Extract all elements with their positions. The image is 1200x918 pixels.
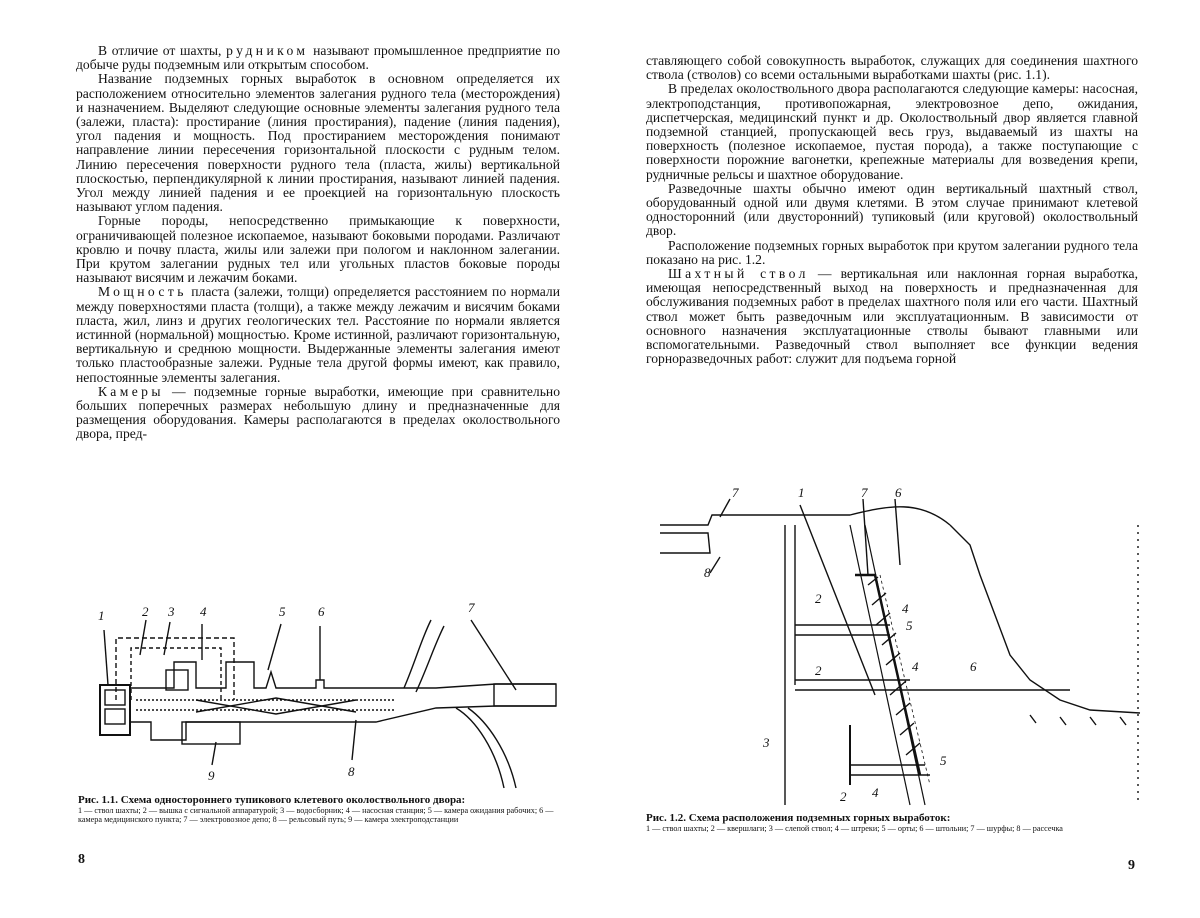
fig1-label-5: 5 xyxy=(279,604,286,619)
fig2-label-7: 7 xyxy=(732,485,739,500)
right-paragraph: ставляющего собой совокупность выработок, служащих для соединения шахтного ствола (стволов) со всеми остальными выработками шахты (рис. 1.1). xyxy=(646,54,1138,82)
left-paragraph: Камеры — подземные горные выработки, имеющие при сравнительно больших поперечных размерах небольшую длину и предназначенные для размещения оборудования. Камеры располагаются в пределах околоствольного двора, пред- xyxy=(76,385,560,442)
figure-1-1 xyxy=(76,600,566,790)
fig2-label-4: 4 xyxy=(902,601,909,616)
fig2-label-6: 6 xyxy=(895,485,902,500)
right-paragraph: В пределах околоствольного двора располагаются следующие камеры: насосная, электроподстанция, противопожарная, электровозное депо, ожидания, диспетчерская, медицинский пункт и др. Околоствольный двор является главной подземной станцией, пропускающей весь груз, выдаваемый из шахты на поверхность (полезное ископаемое, пустая порода), а также поступающие с поверхности порожние вагонетки, крепежные материалы для возведения крепи, рудничные рельсы и шахтное оборудование. xyxy=(646,82,1138,181)
fig2-label-5: 5 xyxy=(906,618,913,633)
left-paragraph: Название подземных горных выработок в основном определяется их расположением относительно элементов залегания рудного тела (месторождения) и назначением. Выделяют следующие основные элементы залегания рудного тела (залежи, пласта): простирание (линия простирания), падение (линия падения), угол падения и мощность. Под простиранием месторождения понимают направление линии пересечения горизонтальной плоскости с рудным телом. Линию пересечения поверхности рудного тела (пласта, жилы) вертикальной плоскостью, перпендикулярной к линии простирания, называют линией падения. Угол между линией падения и ее проекцией на горизонтальную плоскость называют углом падения. xyxy=(76,72,560,214)
fig1-label-1: 1 xyxy=(98,608,105,623)
fig2-label-7b: 7 xyxy=(861,485,868,500)
right-page xyxy=(600,0,1200,918)
right-text-column xyxy=(646,54,1138,366)
fig2-label-2: 2 xyxy=(815,591,822,606)
caption-title: Рис. 1.2. Схема расположения подземных горных выработок: xyxy=(646,812,1146,824)
fig2-label-4c: 4 xyxy=(872,785,879,800)
caption-title: Рис. 1.1. Схема одностороннего тупикового клетевого околоствольного двора: xyxy=(78,794,562,806)
left-paragraph: Горные породы, непосредственно примыкающие к поверхности, ограничивающей полезное ископаемое, называют боковыми породами. Различают кровлю и почву пласта, жилы или залежи при пологом и наклонном залегании. При крутом залегании рудных тел или угольных пластов боковые породы называют висячим и лежачим боками. xyxy=(76,214,560,285)
fig1-label-6: 6 xyxy=(318,604,325,619)
page-number: 8 xyxy=(78,852,85,868)
fig1-label-7: 7 xyxy=(468,600,475,615)
fig1-label-9: 9 xyxy=(208,768,215,783)
fig1-label-2: 2 xyxy=(142,604,149,619)
fig2-label-2c: 2 xyxy=(840,789,847,804)
right-paragraph: Шахтный ствол — вертикальная или наклонная горная выработка, имеющая непосредственный выход на поверхность и предназначенная для обслуживания подземных работ в пределах шахтного поля или его части. Шахтный ствол может быть разведочным или эксплуатационным. В зависимости от основного назначения эксплуатационные стволы бывают главными или вспомогательными. Разведочный ствол выполняет все функции ведения горноразведочных работ: служит для подъема горной xyxy=(646,267,1138,366)
page-number: 9 xyxy=(1128,858,1135,874)
fig2-label-4b: 4 xyxy=(912,659,919,674)
fig2-label-5b: 5 xyxy=(940,753,947,768)
right-paragraph: Расположение подземных горных выработок при крутом залегании рудного тела показано на рис. 1.2. xyxy=(646,239,1138,267)
left-paragraph: Мощность пласта (залежи, толщи) определяется расстоянием по нормали между поверхностями пласта (толщи), а также между лежачим и висячим боками пласта, жил, линз и других геологических тел. Расстояние по нормали является истинной (нормальной) мощностью. Кроме истинной, различают горизонтальную, вертикальную и среднюю мощности. Выдержанные элементы залегания имеют только пластообразные залежи. Рудные тела другой формы имеют, как правило, непостоянные элементы залегания. xyxy=(76,285,560,384)
figure-1-2-caption xyxy=(646,812,1146,833)
right-paragraph: Разведочные шахты обычно имеют один вертикальный шахтный ствол, оборудованный одной или двумя клетями. В этом случае принимают клетевой односторонний (или двусторонний) тупиковый (или круговой) околоствольный двор. xyxy=(646,182,1138,239)
left-text-column xyxy=(76,44,560,442)
left-page xyxy=(0,0,600,918)
fig2-label-1: 1 xyxy=(798,485,805,500)
fig2-label-6b: 6 xyxy=(970,659,977,674)
fig1-label-3: 3 xyxy=(167,604,175,619)
figure-1-1-caption xyxy=(78,794,562,825)
fig2-label-2b: 2 xyxy=(815,663,822,678)
left-paragraph: В отличие от шахты, рудником называют промышленное предприятие по добыче руды подземным или открытым способом. xyxy=(76,44,560,72)
caption-legend: 1 — ствол шахты; 2 — квершлаги; 3 — слепой ствол; 4 — штреки; 5 — орты; 6 — штольни; 7 — шурфы; 8 — рассечка xyxy=(646,824,1146,833)
figure-1-2 xyxy=(650,485,1150,810)
fig2-label-8: 8 xyxy=(704,565,711,580)
fig2-label-3: 3 xyxy=(762,735,770,750)
fig1-label-8: 8 xyxy=(348,764,355,779)
caption-legend: 1 — ствол шахты; 2 — вышка с сигнальной аппаратурой; 3 — водосборник; 4 — насосная станция; 5 — камера ожидания рабочих; 6 — камера медицинского пункта; 7 — электровозное депо; 8 — рельсовый путь; 9 — камера электроподстанции xyxy=(78,806,562,825)
fig1-label-4: 4 xyxy=(200,604,207,619)
